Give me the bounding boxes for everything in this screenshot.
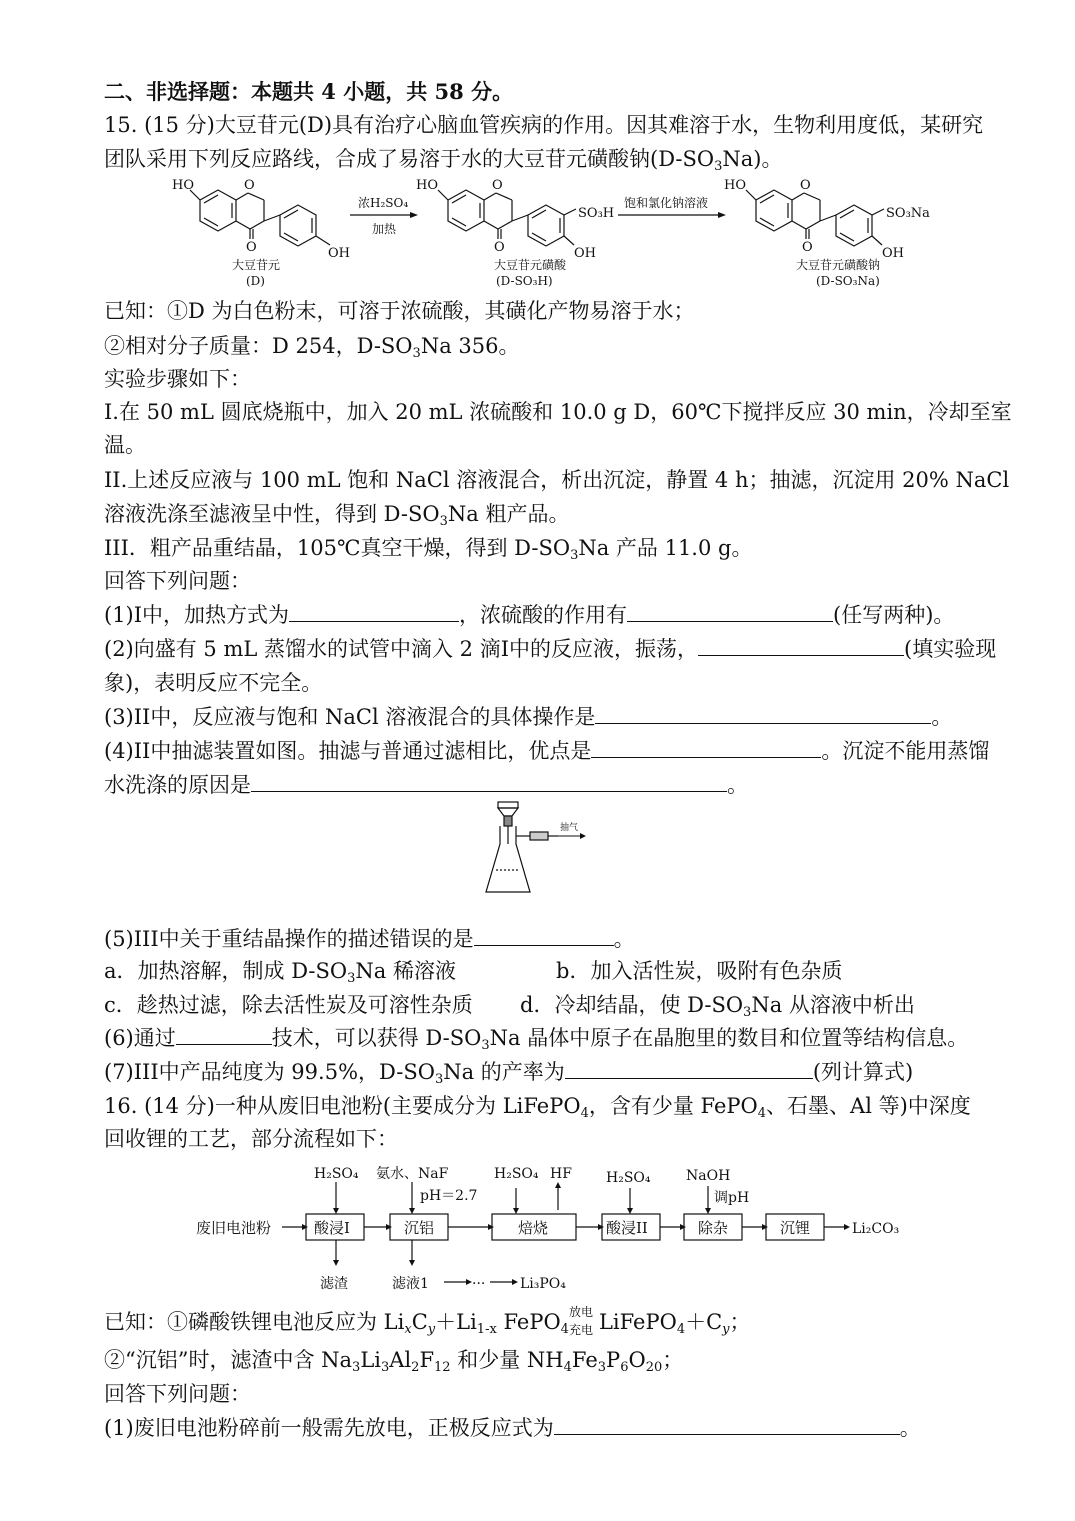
q15-answer-title: 回答下列问题： [104, 569, 251, 593]
flow-input-5-note: 调pH [714, 1190, 750, 1206]
q15-intro-line-1: 15. (15 分)大豆苷元(D)具有治疗心脑血管疾病的作用。因其难溶于水，生物利用度低，某研究 [104, 113, 984, 137]
q15-part-7: (7)III中产品纯度为 99.5%，$D-SO_3Na$ 的产率为 (列计算式) [104, 1060, 914, 1087]
q15-part-3: (3)II中，反应液与饱和 NaCl 溶液混合的具体操作是 。 [104, 705, 953, 729]
q15-known-1: 已知：①D 为白色粉末，可溶于浓硫酸，其磺化产物易溶于水； [104, 299, 695, 323]
flow-step-acid-leach-1: 酸浸I [314, 1219, 350, 1237]
reagent-1: 浓H₂SO₄ [358, 196, 409, 210]
name-sodium-sulfonate: 大豆苷元磺酸钠 [796, 258, 881, 272]
q15-intro-line-2: 团队采用下列反应路线，合成了易溶于水的大豆苷元磺酸钠$(D-SO_3Na)$。 [104, 147, 783, 174]
q16-intro-line-1: 16. (14 分)一种从废旧电池粉(主要成分为 LiFePO$_4$，含有少量 FePO$_4$、石墨、Al 等)中深度 [104, 1094, 971, 1121]
answer-blank-1b[interactable] [627, 601, 833, 622]
answer-blank-2[interactable] [698, 635, 904, 656]
answer-blank-5[interactable] [474, 925, 614, 946]
molecule-sulfonic-acid [438, 190, 576, 246]
q15-step-2-line-2: 溶液洗涤至滤液呈中性，得到 $D-SO_3Na$ 粗产品。 [104, 502, 570, 529]
q16-part-1: (1)废旧电池粉碎前一般需先放电，正极反应式为 。 [104, 1416, 921, 1440]
oh-label-2: OH [574, 246, 596, 261]
flow-end: Li₂CO₃ [852, 1221, 900, 1237]
q15-step-3: III．粗产品重结晶，105℃真空干燥，得到 $D-SO_3Na$ 产品 11.0 g。 [104, 536, 753, 563]
flow-input-2-ph: pH＝2.7 [420, 1188, 478, 1204]
flow-input-1: H₂SO₄ [314, 1166, 359, 1182]
flow-input-5: NaOH [686, 1168, 731, 1184]
q16-known-1: 已知：①磷酸铁锂电池反应为 $Li_xC_y+Li_{1-x}$ FePO$_4$ 放电 充电 $LiFePO_4+C_y$； [104, 1304, 751, 1337]
q15-steps-title: 实验步骤如下： [104, 367, 251, 391]
suction-filtration-apparatus [484, 800, 604, 900]
name-sulfonic-acid: 大豆苷元磺酸 [494, 258, 567, 272]
oh-label-3: OH [882, 246, 904, 261]
q15-part-4-line-1: (4)II中抽滤装置如图。抽滤与普通过滤相比，优点是 。沉淀不能用蒸馏 [104, 739, 990, 763]
option-c: c．趁热过滤，除去活性炭及可溶性杂质 [104, 993, 473, 1017]
o-label-3b: O [802, 240, 813, 255]
q15-part-2-line-1: (2)向盛有 5 mL 蒸馏水的试管中滴入 2 滴I中的反应液，振荡， (填实验现 [104, 637, 997, 661]
ho-label-3: HO [724, 178, 746, 193]
o-label-1b: O [246, 240, 257, 255]
name-daidzein: 大豆苷元 [232, 258, 281, 272]
label-d: (D) [246, 274, 265, 288]
q15-step-1-line-1: I.在 50 mL 圆底烧瓶中，加入 20 mL 浓硫酸和 10.0 g D，60℃下搅拌反应 30 min，冷却至室 [104, 400, 1012, 424]
flow-output-hf: HF [550, 1166, 572, 1182]
process-flow-diagram [190, 1158, 950, 1298]
flow-step-purify: 除杂 [698, 1219, 729, 1237]
label-d-so3na: (D-SO₃Na) [816, 274, 880, 288]
q16-answer-title: 回答下列问题： [104, 1382, 251, 1406]
q15-part-6: (6)通过 技术，可以获得 $D-SO_3Na$ 晶体中原子在晶胞里的数目和位置等结构信息。 [104, 1026, 969, 1053]
flow-output-li3po4: Li₃PO₄ [520, 1276, 566, 1292]
label-d-so3h: (D-SO₃H) [496, 274, 553, 288]
q15-step-1-line-2: 温。 [104, 433, 146, 457]
o-label-3: O [800, 178, 811, 193]
q15-part-1: (1)I中，加热方式为 ，浓硫酸的作用有 (任写两种)。 [104, 603, 955, 627]
molecule-sodium-sulfonate [746, 190, 884, 246]
reagent-2: 饱和氯化钠溶液 [624, 196, 709, 210]
oh-label-1: OH [328, 246, 350, 261]
so3na-label: SO₃Na [886, 206, 930, 221]
reagent-1-condition: 加热 [372, 222, 397, 236]
option-d: d．冷却结晶，使 $D-SO_3Na$ 从溶液中析出 [520, 993, 915, 1020]
flow-start: 废旧电池粉 [196, 1219, 272, 1237]
section-title: 二、非选择题：本题共 4 小题，共 58 分。 [104, 79, 514, 104]
answer-blank-3[interactable] [595, 703, 931, 724]
flow-step-acid-leach-2: 酸浸II [606, 1219, 648, 1237]
flow-output-residue: 滤渣 [320, 1276, 348, 1292]
flow-step-li-precip: 沉锂 [780, 1219, 811, 1237]
answer-blank-4b[interactable] [251, 771, 727, 792]
answer-blank-6[interactable] [176, 1024, 272, 1045]
flow-step-roast: 焙烧 [518, 1219, 549, 1237]
option-b: b．加入活性炭，吸附有色杂质 [556, 959, 843, 983]
flow-input-2: 氨水、NaF [376, 1166, 449, 1182]
q15-part-4-line-2: 水洗涤的原因是 。 [104, 773, 748, 797]
o-label-2b: O [494, 240, 505, 255]
answer-blank-7[interactable] [565, 1058, 813, 1079]
flow-input-3: H₂SO₄ [494, 1166, 539, 1182]
flow-output-dots: ··· [472, 1276, 486, 1292]
ho-label-1: HO [172, 178, 194, 193]
answer-blank-4a[interactable] [591, 737, 821, 758]
option-a: a．加热溶解，制成 $D-SO_3Na$ 稀溶液 [104, 959, 456, 986]
reaction-scheme [160, 175, 1060, 295]
o-label-2: O [492, 178, 503, 193]
q15-part-2-line-2: 象)，表明反应不完全。 [104, 671, 323, 695]
q15-known-2: ②相对分子质量：D 254，$D-SO_3Na$ 356。 [104, 334, 520, 361]
q15-part-5: (5)III中关于重结晶操作的描述错误的是 。 [104, 927, 635, 951]
apparatus-label: 抽气 [560, 823, 579, 833]
answer-blank-16-1[interactable] [554, 1414, 900, 1435]
o-label-1: O [244, 178, 255, 193]
answer-blank-1a[interactable] [289, 601, 459, 622]
flow-output-filtrate: 滤液1 [392, 1276, 429, 1292]
ho-label-2: HO [416, 178, 438, 193]
q16-known-2: ②“沉铝”时，滤渣中含 $Na_3Li_3Al_2F_{12}$ 和少量 $NH_4Fe_3P_6O_{20}$； [104, 1348, 684, 1375]
q15-step-2-line-1: II.上述反应液与 100 mL 饱和 NaCl 溶液混合，析出沉淀，静置 4 h；抽滤，沉淀用 20% NaCl [104, 468, 1010, 492]
reversible-arrow: 放电 充电 [568, 1304, 593, 1337]
q16-intro-line-2: 回收锂的工艺，部分流程如下： [104, 1127, 398, 1151]
so3h-label: SO₃H [578, 206, 615, 221]
molecule-daidzein [190, 190, 330, 246]
flow-input-4: H₂SO₄ [606, 1170, 651, 1186]
flow-step-al-precip: 沉铝 [404, 1219, 435, 1237]
